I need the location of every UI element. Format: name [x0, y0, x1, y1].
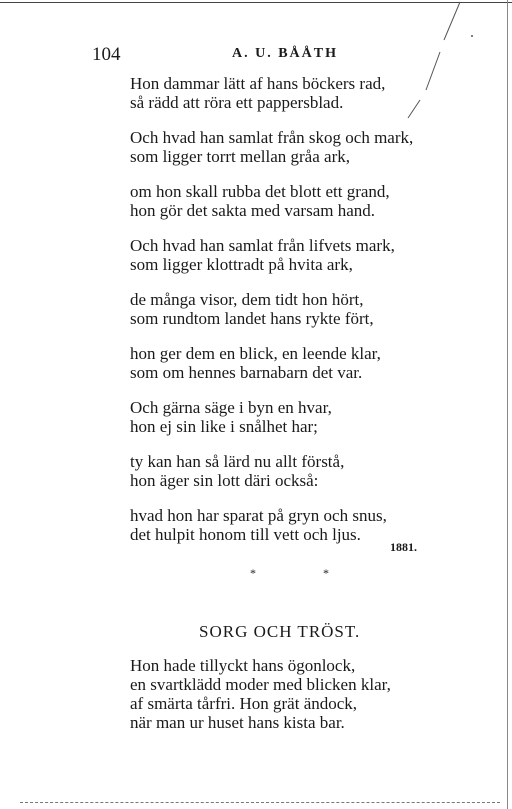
- stanza: [130, 290, 430, 328]
- poem-line: Hon hade tillyckt hans ögonlock,: [130, 656, 356, 675]
- running-head: A. U. BÅÅTH: [232, 46, 339, 61]
- poem-line: ty kan han så lärd nu allt förstå,: [130, 452, 345, 471]
- poem-line: som rundtom landet hans rykte fört,: [130, 309, 374, 328]
- poem-line: hon gör det sakta med varsam hand.: [130, 201, 376, 220]
- poem-line: som ligger klottradt på hvita ark,: [130, 255, 353, 274]
- poem-line: Och gärna säge i byn en hvar,: [130, 398, 332, 417]
- poem-line: när man ur huset hans kista bar.: [130, 713, 345, 732]
- poem-line: som ligger torrt mellan gråa ark,: [130, 147, 350, 166]
- stanza: [130, 452, 430, 490]
- stanza: [130, 128, 430, 166]
- poem-date: 1881.: [390, 540, 417, 554]
- section-title: SORG OCH TRÖST.: [199, 622, 361, 641]
- poem-line: en svartklädd moder med blicken klar,: [130, 675, 391, 694]
- stanza: [130, 182, 430, 220]
- poem-line: det hulpit honom till vett och ljus.: [130, 525, 361, 544]
- right-page-edge: [507, 0, 508, 809]
- bottom-page-edge: [20, 802, 500, 803]
- stanza: [130, 506, 430, 544]
- poem-line: hon äger sin lott däri också:: [130, 471, 319, 490]
- poem-line: så rädd att röra ett pappersblad.: [130, 93, 344, 112]
- stanza: [130, 398, 430, 436]
- poem: [130, 74, 430, 560]
- stanza: [130, 74, 430, 112]
- page-number: 104: [92, 44, 121, 65]
- poem-sorg-och-trost: [130, 656, 430, 732]
- poem-line: hon ej sin like i snålhet har;: [130, 417, 318, 436]
- poem-line: Hon dammar lätt af hans böckers rad,: [130, 74, 386, 93]
- stanza: [130, 236, 430, 274]
- poem-line: af smärta tårfri. Hon grät ändock,: [130, 694, 358, 713]
- poem-line: Och hvad han samlat från skog och mark,: [130, 128, 414, 147]
- poem-line: de många visor, dem tidt hon hört,: [130, 290, 364, 309]
- poem-line: om hon skall rubba det blott ett grand,: [130, 182, 390, 201]
- stanza: [130, 344, 430, 382]
- poem-line: hon ger dem en blick, en leende klar,: [130, 344, 381, 363]
- poem-line: Och hvad han samlat från lifvets mark,: [130, 236, 395, 255]
- poem-line: som om hennes barnabarn det var.: [130, 363, 363, 382]
- poem-line: hvad hon har sparat på gryn och snus,: [130, 506, 387, 525]
- section-divider-asterisms: * *: [250, 566, 361, 580]
